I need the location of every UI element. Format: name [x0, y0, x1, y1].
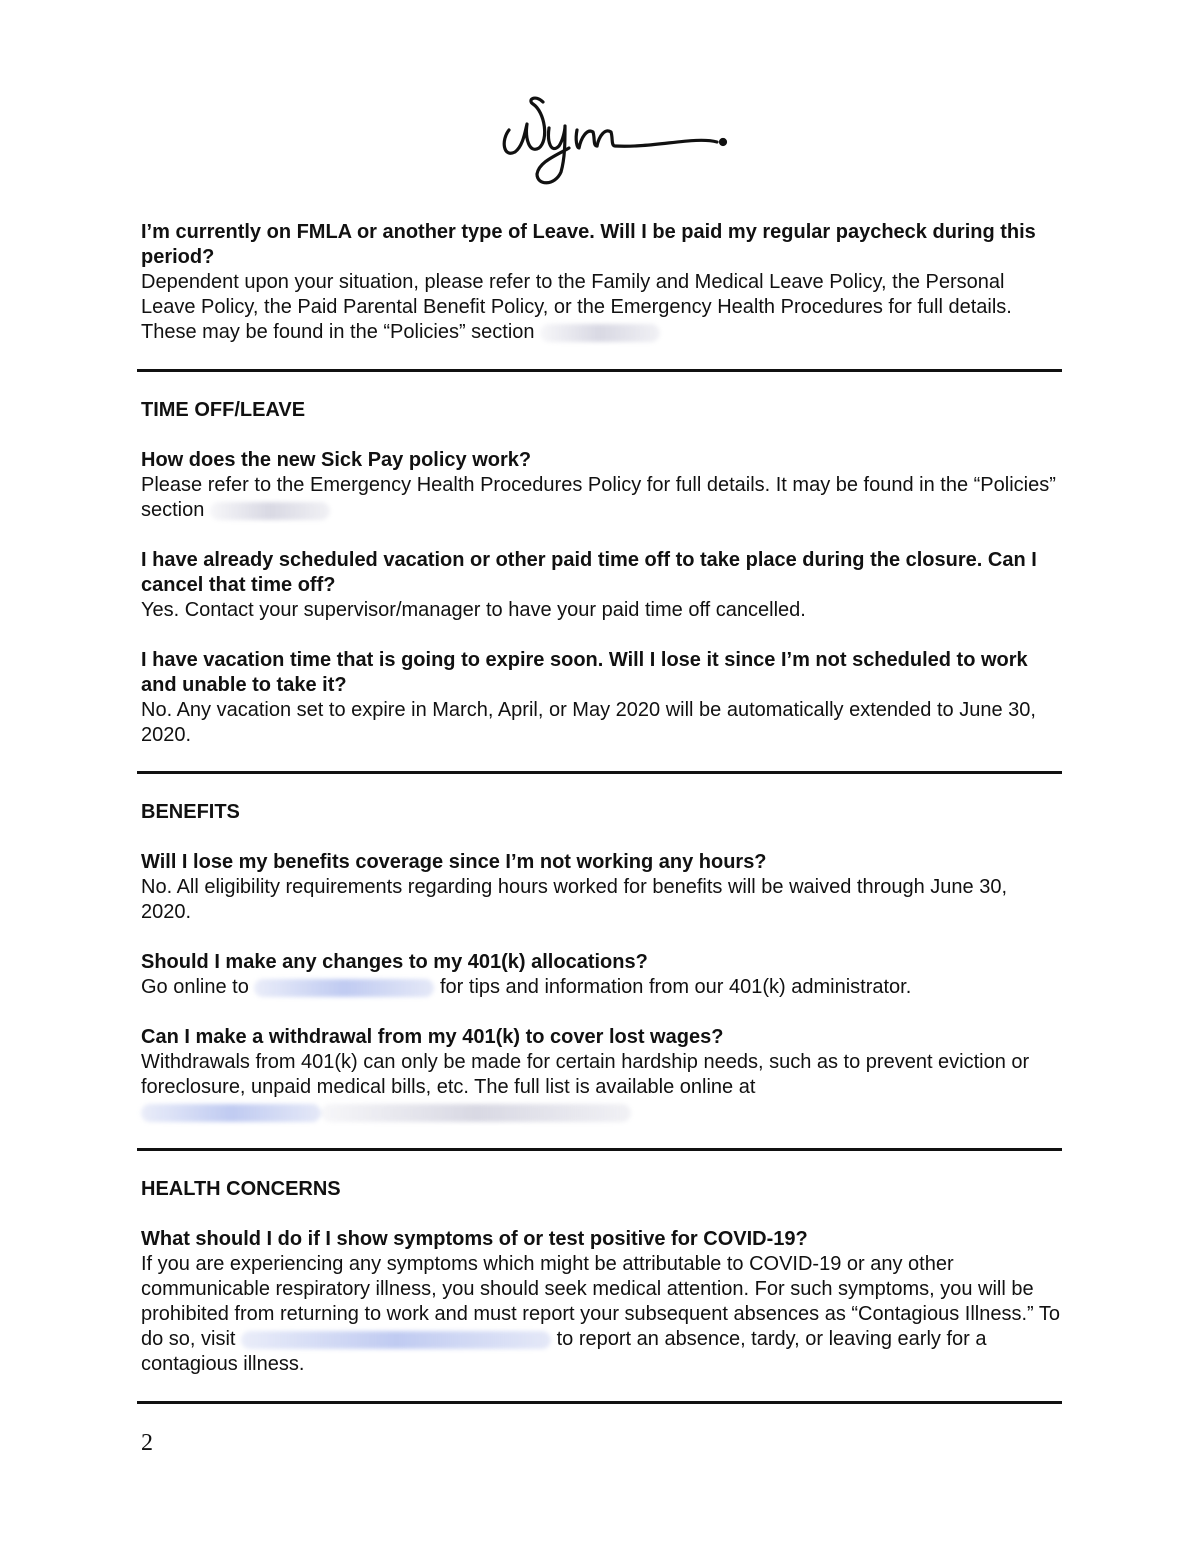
- faq-item: [141, 448, 1061, 523]
- faq-item: [141, 548, 1061, 623]
- section-divider: [137, 771, 1062, 774]
- faq-question: What should I do if I show symptoms of or test positive for COVID-19?: [141, 1228, 808, 1250]
- faq-item: [141, 1227, 1061, 1377]
- section-heading: BENEFITS: [141, 801, 240, 823]
- faq-answer: Yes. Contact your supervisor/manager to have your paid time off cancelled.: [141, 599, 806, 621]
- faq-answer: Please refer to the Emergency Health Procedures Policy for full details. It may be found in the “Policies” section: [141, 474, 1056, 521]
- faq-answer: Dependent upon your situation, please refer to the Family and Medical Leave Policy, the Personal Leave Policy, the Paid Parental Benefit Policy, or the Emergency Health Procedures for full details. These may be found in the “Policies” section: [141, 271, 1012, 343]
- section-heading: HEALTH CONCERNS: [141, 1178, 341, 1200]
- section-divider: [137, 369, 1062, 372]
- redacted-text: [210, 502, 330, 520]
- faq-question: Should I make any changes to my 401(k) allocations?: [141, 951, 648, 973]
- page-number: 2: [141, 1430, 153, 1456]
- redacted-link[interactable]: [254, 979, 434, 997]
- faq-question: I have vacation time that is going to expire soon. Will I lose it since I’m not scheduled to work and unable to take it?: [141, 649, 1028, 696]
- faq-question: How does the new Sick Pay policy work?: [141, 449, 532, 471]
- faq-question: Can I make a withdrawal from my 401(k) to cover lost wages?: [141, 1026, 724, 1048]
- faq-question: I have already scheduled vacation or other paid time off to take place during the closure. Can I cancel that time off?: [141, 549, 1037, 596]
- faq-question: I’m currently on FMLA or another type of Leave. Will I be paid my regular paycheck during this period?: [141, 221, 1036, 268]
- faq-answer: If you are experiencing any symptoms which might be attributable to COVID-19 or any other communicable respiratory illness, you should seek medical attention. For such symptoms, you will be prohibited from returning to work and must report your subsequent absences as “Contagious Illness.” To do so, visit to report an absence, tardy, or leaving early for a contagious illness.: [141, 1253, 1061, 1375]
- faq-question: Will I lose my benefits coverage since I’m not working any hours?: [141, 851, 767, 873]
- time-off-section: [141, 398, 1061, 748]
- redacted-text: [321, 1104, 631, 1122]
- faq-item: [141, 1025, 1061, 1125]
- benefits-section: [141, 800, 1061, 1125]
- redacted-link[interactable]: [241, 1331, 551, 1349]
- faq-item: [141, 850, 1061, 925]
- faq-answer: No. All eligibility requirements regarding hours worked for benefits will be waived through June 30, 2020.: [141, 876, 1008, 923]
- wynn-logo: [495, 82, 735, 192]
- section-heading: TIME OFF/LEAVE: [141, 399, 306, 421]
- section-divider: [137, 1148, 1062, 1151]
- faq-item: [141, 648, 1061, 748]
- faq-answer: Go online to for tips and information from our 401(k) administrator.: [141, 976, 912, 998]
- faq-item: [141, 950, 1061, 1000]
- faq-answer: Withdrawals from 401(k) can only be made for certain hardship needs, such as to prevent eviction or foreclosure, unpaid medical bills, etc. The full list is available online at: [141, 1050, 1061, 1125]
- section-divider: [137, 1401, 1062, 1404]
- health-section: [141, 1177, 1061, 1377]
- intro-section: [141, 220, 1061, 345]
- redacted-link[interactable]: [141, 1104, 321, 1122]
- redacted-text: [540, 324, 660, 342]
- faq-answer: No. Any vacation set to expire in March, April, or May 2020 will be automatically extended to June 30, 2020.: [141, 699, 1036, 746]
